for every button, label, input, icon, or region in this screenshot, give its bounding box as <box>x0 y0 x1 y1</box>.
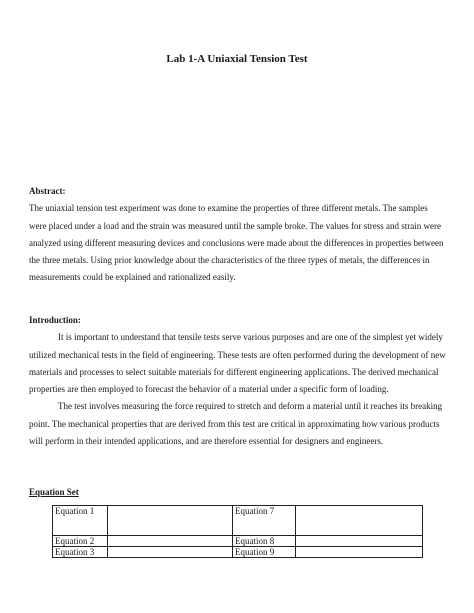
introduction-section <box>29 312 447 450</box>
introduction-heading: Introduction: <box>29 315 81 325</box>
equation-label: Equation 9 <box>233 547 296 558</box>
equation-label: Equation 8 <box>233 536 296 547</box>
equation-cell <box>108 547 233 558</box>
abstract-heading: Abstract: <box>29 186 66 196</box>
equation-cell <box>108 506 233 536</box>
equation-cell <box>296 536 423 547</box>
equation-label: Equation 7 <box>233 506 296 536</box>
introduction-paragraph-2: The test involves measuring the force required to stretch and deform a material until it reaches its breaking point. The mechanical properties that are derived from this test are critical in approximating how various products will perform in their intended applications, and are therefore essential for designers and engineers. <box>29 401 443 447</box>
table-row <box>53 506 423 536</box>
table-row <box>53 547 423 558</box>
equation-table <box>52 505 423 558</box>
equation-set-heading: Equation Set <box>29 487 79 497</box>
introduction-paragraph-1: It is important to understand that tensile tests serve various purposes and are one of the simplest yet widely utilized mechanical tests in the field of engineering. These tests are often performed during the development of new materials and processes to select suitable materials for different engineering applications. The derived mechanical properties are then employed to forecast the behavior of a material under a specific form of loading. <box>29 332 446 395</box>
equation-cell <box>296 547 423 558</box>
equation-cell <box>296 506 423 536</box>
equation-label: Equation 1 <box>53 506 108 536</box>
document-title: Lab 1-A Uniaxial Tension Test <box>166 53 308 65</box>
abstract-section <box>29 183 447 287</box>
equation-label: Equation 2 <box>53 536 108 547</box>
equation-cell <box>108 536 233 547</box>
abstract-text: The uniaxial tension test experiment was done to examine the properties of three different metals. The samples were placed under a load and the strain was measured until the sample broke. The values for stress and strain were analyzed using different measuring devices and conclusions were made about the differences in properties between the three metals. Using prior knowledge about the characteristics of the three types of metals, the differences in measurements could be explained and rationalized easily. <box>29 203 444 283</box>
equation-label: Equation 3 <box>53 547 108 558</box>
table-row <box>53 536 423 547</box>
